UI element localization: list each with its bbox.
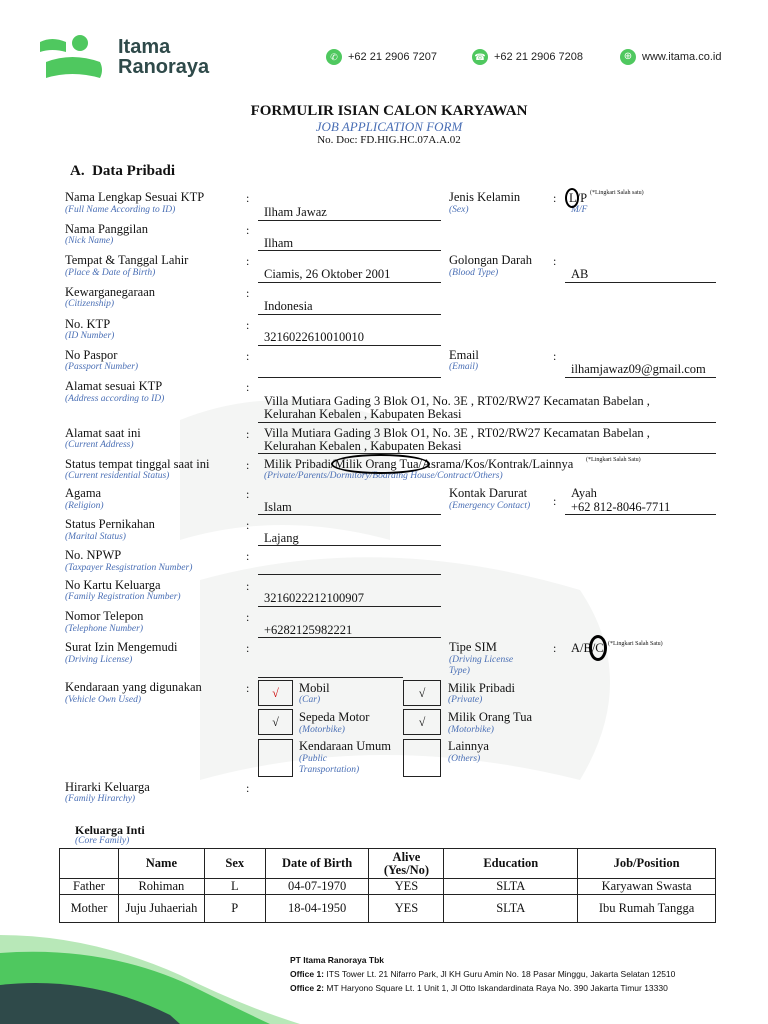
- logo-text-ranoraya: Ranoraya: [118, 56, 210, 78]
- value-family-card[interactable]: 3216022212100907: [264, 591, 364, 605]
- label-driving-license: Surat Izin Mengemudi: [65, 640, 178, 654]
- colon: :: [246, 641, 250, 655]
- label-motorbike: Sepeda Motor: [299, 710, 370, 724]
- selection-circle: [589, 635, 607, 661]
- label-family-hierarchy: Hirarki Keluarga: [65, 780, 150, 794]
- label-blood-type: Golongan Darah: [449, 253, 532, 267]
- table-header-row: [60, 849, 716, 879]
- colon: :: [246, 286, 250, 300]
- checkbox-private[interactable]: √: [403, 680, 441, 706]
- form-subtitle: JOB APPLICATION FORM: [315, 119, 463, 134]
- fax-icon: ☎: [472, 49, 488, 65]
- value-ktp-address[interactable]: Villa Mutiara Gading 3 Blok O1, No. 3E , RT02/RW27 Kecamatan Babelan ,: [264, 394, 650, 408]
- underline: [258, 574, 441, 575]
- label-telephone: Nomor Telepon: [65, 609, 144, 623]
- table-cell: 18-04-1950: [265, 895, 369, 923]
- underline: [258, 250, 441, 251]
- logo-mark-icon: [38, 34, 112, 80]
- label-full-name: Nama Lengkap Sesuai KTP: [65, 190, 205, 204]
- selection-circle: [331, 454, 430, 474]
- sublabel-gender: (Sex): [449, 205, 469, 215]
- sublabel-npwp: (Taxpayer Resgistration Number): [65, 563, 193, 573]
- table-row: [60, 895, 716, 923]
- table-cell: Karyawan Swasta: [578, 879, 716, 895]
- value-religion[interactable]: Islam: [264, 500, 292, 514]
- footer-office-2: [290, 983, 668, 993]
- sublabel-emergency-contact: (Emergency Contact): [449, 501, 531, 511]
- sublabel-public-transport: (Public: [299, 754, 327, 764]
- sublabel-telephone: (Telephone Number): [65, 624, 144, 634]
- value-sim-type[interactable]: A/B/C: [571, 641, 604, 655]
- office-2-address: MT Haryono Square Lt. 1 Unit 1, Jl Otto Iskandardinata Raya No. 390 Jakarta Timur 13330: [326, 983, 668, 993]
- footer-company: PT Itama Ranoraya Tbk: [290, 955, 385, 965]
- underline: [565, 514, 716, 515]
- label-nick-name: Nama Panggilan: [65, 222, 148, 236]
- colon: :: [246, 610, 250, 624]
- form-title: FORMULIR ISIAN CALON KARYAWAN: [250, 103, 528, 119]
- label-emergency-contact: Kontak Darurat: [449, 486, 528, 500]
- label-car: Mobil: [299, 681, 330, 695]
- colon: :: [246, 518, 250, 532]
- sublabel-marital: (Marital Status): [65, 532, 126, 542]
- value-ktp-address-line2[interactable]: Kelurahan Kebalen , Kabupaten Bekasi: [264, 407, 462, 421]
- sublabel-ktp: (ID Number): [65, 331, 115, 341]
- table-header: Job/Position: [578, 849, 716, 879]
- core-family-title: Keluarga Inti: [75, 823, 145, 837]
- table-header: [60, 849, 119, 879]
- sublabel-car: (Car): [299, 695, 321, 705]
- table-cell: YES: [369, 895, 444, 923]
- value-sub-residential-status: (Private/Parents/Dormitory/Boarding House/Contract/Others): [264, 471, 503, 481]
- underline: [258, 314, 441, 315]
- label-private: Milik Pribadi: [448, 681, 516, 695]
- checkbox-car[interactable]: √: [258, 680, 293, 706]
- phone-number-2: +62 21 2906 7208: [494, 51, 584, 63]
- value-birth[interactable]: Ciamis, 26 Oktober 2001: [264, 267, 391, 281]
- sublabel-others: (Others): [448, 754, 481, 764]
- table-cell: SLTA: [444, 879, 578, 895]
- sublabel-sim-type: (Driving License: [449, 655, 514, 665]
- section-heading: A. Data Pribadi: [70, 163, 175, 179]
- checkbox-others[interactable]: [403, 739, 441, 777]
- colon: :: [246, 223, 250, 237]
- colon: :: [246, 487, 250, 501]
- underline: [565, 377, 716, 378]
- label-ktp: No. KTP: [65, 317, 111, 331]
- label-marital: Status Pernikahan: [65, 517, 155, 531]
- sublabel-citizenship: (Citizenship): [65, 299, 115, 309]
- table-cell: Mother: [60, 895, 119, 923]
- colon: :: [553, 191, 557, 205]
- underline: [258, 606, 441, 607]
- sublabel-driving-license: (Driving License): [65, 655, 133, 665]
- table-cell: Juju Juhaeriah: [118, 895, 204, 923]
- sublabel-blood-type: (Blood Type): [449, 268, 499, 278]
- sublabel-family-card: (Family Registration Number): [65, 592, 181, 602]
- value-emergency-phone[interactable]: +62 812-8046-7711: [571, 500, 671, 514]
- value-current-address[interactable]: Villa Mutiara Gading 3 Blok O1, No. 3E , RT02/RW27 Kecamatan Babelan ,: [264, 426, 650, 440]
- office-1-address: ITS Tower Lt. 21 Nifarro Park, Jl KH Guru Amin No. 18 Pasar Minggu, Jakarta Selatan 12510: [326, 969, 676, 979]
- colon: :: [553, 254, 557, 268]
- table-row: [60, 879, 716, 895]
- value-marital[interactable]: Lajang: [264, 531, 299, 545]
- label-residential-status: Status tempat tinggal saat ini: [65, 457, 210, 471]
- sublabel-residential-status: (Current residential Status): [65, 471, 170, 481]
- sublabel-email: (Email): [449, 362, 479, 372]
- core-family-table: [59, 848, 716, 923]
- sublabel-birth: (Place & Date of Birth): [65, 268, 156, 278]
- sublabel-public-transport-line2: Transportation): [299, 765, 360, 775]
- table-cell: L: [204, 879, 265, 895]
- underline: [258, 677, 403, 678]
- colon: :: [246, 380, 250, 394]
- residential-note: (*Lingkari Salah Satu): [586, 457, 641, 463]
- underline: [258, 422, 716, 423]
- table-header: Sex: [204, 849, 265, 879]
- footer-office-1: [290, 969, 675, 979]
- value-email[interactable]: ilhamjawaz09@gmail.com: [571, 362, 706, 376]
- label-ktp-address: Alamat sesuai KTP: [65, 379, 163, 393]
- underline: [565, 282, 716, 283]
- value-sub-gender: M/F: [571, 205, 588, 215]
- colon: :: [246, 781, 250, 795]
- colon: :: [553, 494, 557, 508]
- colon: :: [246, 549, 250, 563]
- checkbox-parents[interactable]: √: [403, 709, 441, 735]
- label-current-address: Alamat saat ini: [65, 426, 141, 440]
- label-parents: Milik Orang Tua: [448, 710, 533, 724]
- table-cell: P: [204, 895, 265, 923]
- underline: [258, 282, 441, 283]
- value-ktp[interactable]: 3216022610010010: [264, 330, 364, 344]
- sublabel-current-address: (Current Address): [65, 440, 134, 450]
- underline: [258, 377, 441, 378]
- logo-text-itama: Itama: [118, 36, 171, 58]
- colon: :: [246, 349, 250, 363]
- sublabel-family-hierarchy: (Family Hirarchy): [65, 794, 136, 804]
- table-cell: Father: [60, 879, 119, 895]
- document-number: No. Doc: FD.HIG.HC.07A.A.02: [317, 134, 461, 146]
- phone-icon: ✆: [326, 49, 342, 65]
- table-cell: SLTA: [444, 895, 578, 923]
- label-citizenship: Kewarganegaraan: [65, 285, 155, 299]
- table-cell: Ibu Rumah Tangga: [578, 895, 716, 923]
- sublabel-private: (Private): [448, 695, 483, 705]
- colon: :: [246, 318, 250, 332]
- label-public-transport: Kendaraan Umum: [299, 739, 391, 753]
- colon: :: [553, 349, 557, 363]
- colon: :: [246, 458, 250, 472]
- value-current-address-line2[interactable]: Kelurahan Kebalen , Kabupaten Bekasi: [264, 439, 462, 453]
- checkbox-motorbike[interactable]: √: [258, 709, 293, 735]
- table-header: Date of Birth: [265, 849, 369, 879]
- table-cell: Rohiman: [118, 879, 204, 895]
- sublabel-motorbike: (Motorbike): [299, 725, 345, 735]
- value-citizenship[interactable]: Indonesia: [264, 299, 313, 313]
- table-header: Alive (Yes/No): [369, 849, 444, 879]
- underline: [258, 220, 441, 221]
- sublabel-parents: (Motorbike): [448, 725, 494, 735]
- table-header: Education: [444, 849, 578, 879]
- selection-circle: [565, 188, 579, 208]
- colon: :: [246, 191, 250, 205]
- sublabel-nick-name: (Nick Name): [65, 236, 114, 246]
- globe-icon: ⊕: [620, 49, 636, 65]
- label-religion: Agama: [65, 486, 102, 500]
- value-residential-status[interactable]: Milik Pribadi/Milik Orang Tua/Asrama/Kos/Kontrak/Lainnya: [264, 457, 574, 471]
- value-gender[interactable]: L/P: [569, 191, 588, 205]
- checkbox-public-transport[interactable]: [258, 739, 293, 777]
- company-logo: [38, 34, 228, 84]
- sublabel-sim-type-line2: Type): [449, 666, 470, 676]
- underline: [258, 545, 441, 546]
- colon: :: [246, 427, 250, 441]
- colon: :: [246, 579, 250, 593]
- underline: [258, 637, 441, 638]
- underline: [258, 514, 441, 515]
- underline: [258, 453, 716, 454]
- website-link[interactable]: www.itama.co.id: [642, 51, 722, 63]
- colon: :: [246, 681, 250, 695]
- sim-note: (*Lingkari Salah Satu): [608, 641, 663, 647]
- office-2-label: Office 2:: [290, 983, 325, 993]
- phone-number-1: +62 21 2906 7207: [348, 51, 438, 63]
- value-blood-type[interactable]: AB: [571, 267, 589, 281]
- table-header: Name: [118, 849, 204, 879]
- label-birth: Tempat & Tanggal Lahir: [65, 253, 189, 267]
- label-gender: Jenis Kelamin: [449, 190, 521, 204]
- sublabel-full-name: (Full Name According to ID): [65, 205, 176, 215]
- label-others: Lainnya: [448, 739, 489, 753]
- label-vehicle: Kendaraan yang digunakan: [65, 680, 202, 694]
- sublabel-passport: (Passport Number): [65, 362, 139, 372]
- underline: [258, 345, 441, 346]
- office-1-label: Office 1:: [290, 969, 325, 979]
- sublabel-religion: (Religion): [65, 501, 104, 511]
- table-cell: YES: [369, 879, 444, 895]
- label-passport: No Paspor: [65, 348, 118, 362]
- value-full-name[interactable]: Ilham Jawaz: [264, 205, 327, 219]
- label-sim-type: Tipe SIM: [449, 640, 497, 654]
- value-emergency-relation[interactable]: Ayah: [571, 486, 597, 500]
- colon: :: [246, 254, 250, 268]
- table-cell: 04-07-1970: [265, 879, 369, 895]
- label-family-card: No Kartu Keluarga: [65, 578, 161, 592]
- gender-note: (*Lingkari Salah satu): [590, 190, 644, 196]
- label-email: Email: [449, 348, 479, 362]
- label-npwp: No. NPWP: [65, 548, 122, 562]
- footer-wave: [0, 935, 300, 1024]
- value-nick-name[interactable]: Ilham: [264, 236, 294, 250]
- sublabel-ktp-address: (Address according to ID): [65, 394, 165, 404]
- value-telephone[interactable]: +6282125982221: [264, 623, 353, 637]
- sublabel-vehicle: (Vehicle Own Used): [65, 695, 141, 705]
- colon: :: [553, 641, 557, 655]
- core-family-subtitle: (Core Family): [75, 836, 130, 846]
